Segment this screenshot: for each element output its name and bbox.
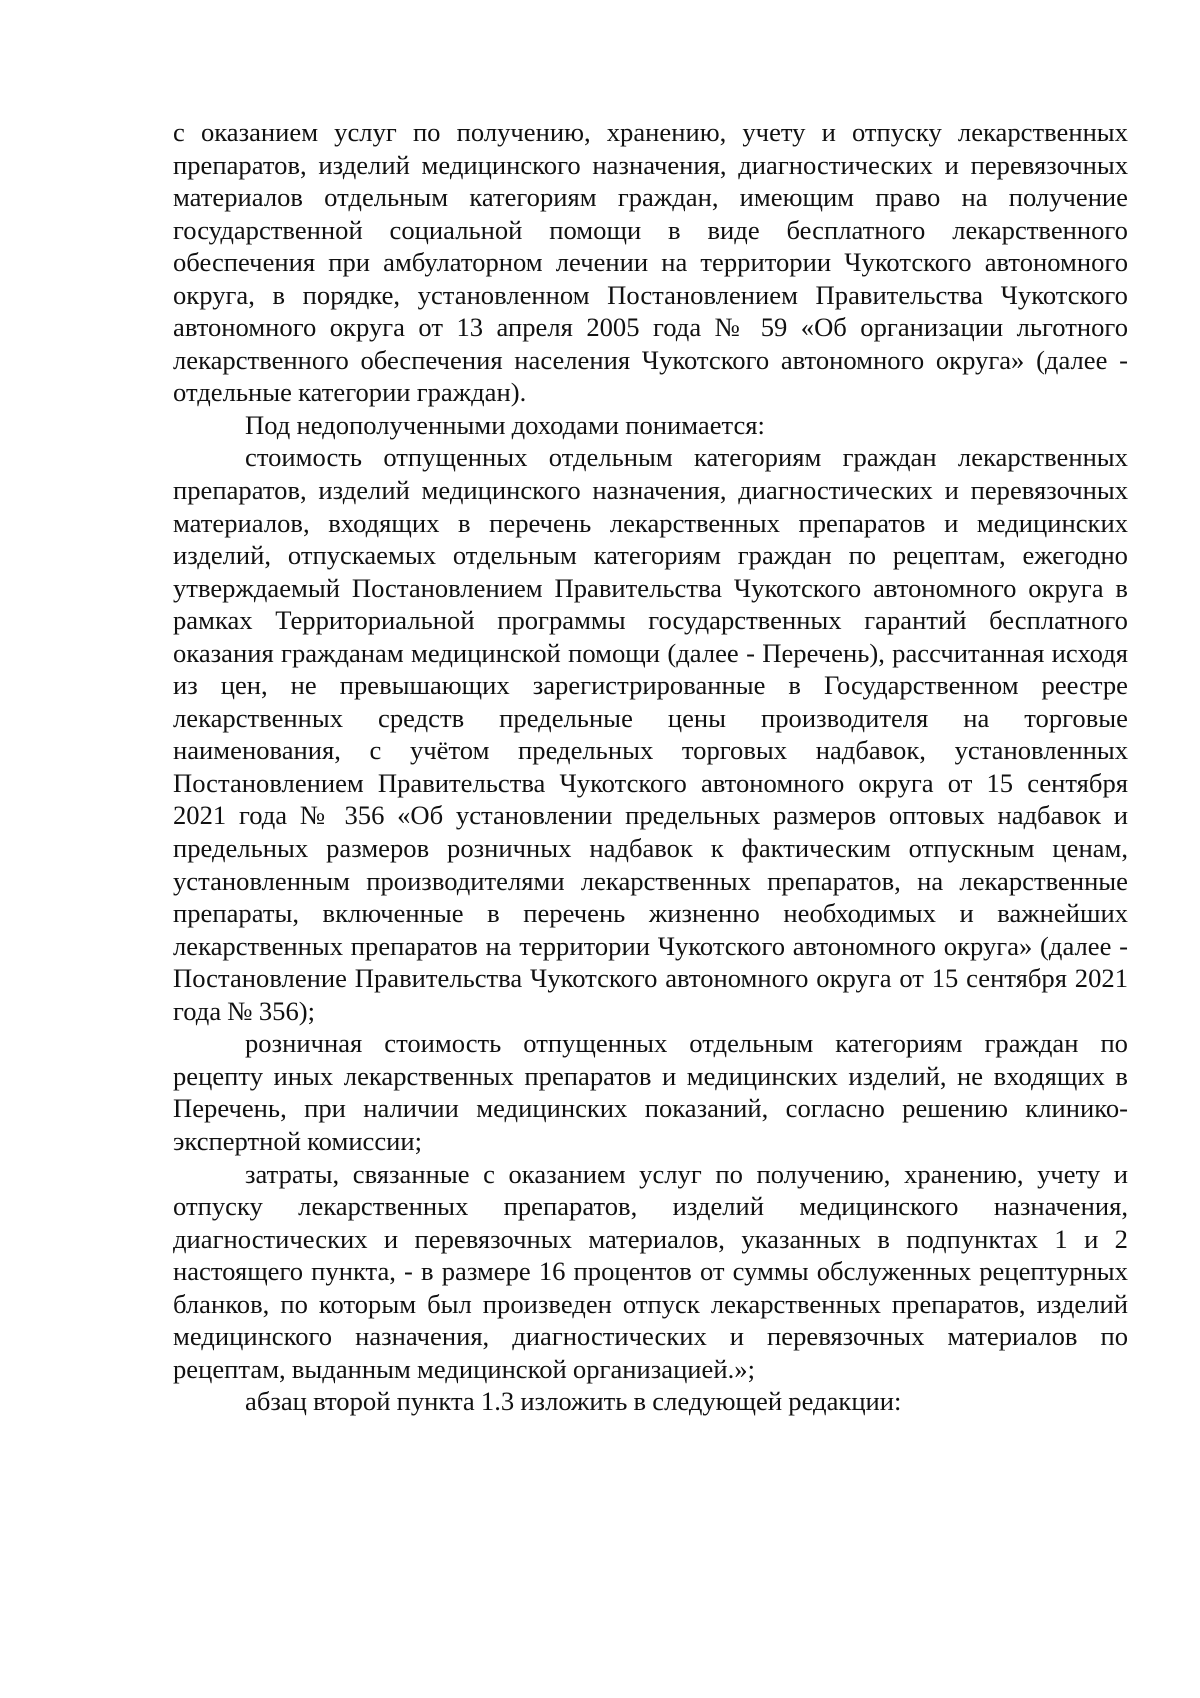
paragraph-amendment-instruction: абзац второй пункта 1.3 изложить в следующей редакции: [245, 1386, 902, 1417]
paragraph-continuation: с оказанием услуг по получению, хранению, учету и отпуску лекарственных препаратов, изделий медицинского назначения, диагностических и перевязочных материалов отдельным категориям граждан, имеющим право на получение государственной социальной помощи в виде бесплатного лекарственного обеспечения при амбулаторном лечении на территории Чукотского автономного округа, в порядке, установленном Постановлением Правительства Чукотского автономного округа от 13 апреля 2005 года № 59 «Об организации льготного лекарственного обеспечения населения Чукотского автономного округа» (далее - отдельные категории граждан). [173, 117, 1128, 408]
paragraph-retail-cost: розничная стоимость отпущенных отдельным категориям граждан по рецепту иных лекарственных препаратов и медицинских изделий, не входящих в Перечень, при наличии медицинских показаний, согласно решению клинико-экспертной комиссии; [173, 1028, 1128, 1156]
paragraph-service-costs: затраты, связанные с оказанием услуг по получению, хранению, учету и отпуску лекарственных препаратов, изделий медицинского назначения, диагностических и перевязочных материалов, указанных в подпунктах 1 и 2 настоящего пункта, - в размере 16 процентов от суммы обслуженных рецептурных бланков, по которым был произведен отпуск лекарственных препаратов, изделий медицинского назначения, диагностических и перевязочных материалов по рецептам, выданным медицинской организацией.»; [173, 1158, 1128, 1384]
document-page [173, 116, 1128, 1418]
paragraph-definition-intro: Под недополученными доходами понимается: [245, 409, 765, 440]
paragraph-cost-of-dispensed: стоимость отпущенных отдельным категориям граждан лекарственных препаратов, изделий медицинского назначения, диагностических и перевязочных материалов, входящих в перечень лекарственных препаратов и медицинских изделий, отпускаемых отдельным категориям граждан по рецептам, ежегодно утверждаемый Постановлением Правительства Чукотского автономного округа в рамках Территориальной программы государственных гарантий бесплатного оказания гражданам медицинской помощи (далее - Перечень), рассчитанная исходя из цен, не превышающих зарегистрированные в Государственном реестре лекарственных средств предельные цены производителя на торговые наименования, с учётом предельных торговых надбавок, установленных Постановлением Правительства Чукотского автономного округа от 15 сентября 2021 года № 356 «Об установлении предельных размеров оптовых надбавок и предельных размеров розничных надбавок к фактическим отпускным ценам, установленным производителями лекарственных препаратов, на лекарственные препараты, включенные в перечень жизненно необходимых и важнейших лекарственных препаратов на территории Чукотского автономного округа» (далее - Постановление Правительства Чукотского автономного округа от 15 сентября 2021 года № 356); [173, 442, 1128, 1026]
